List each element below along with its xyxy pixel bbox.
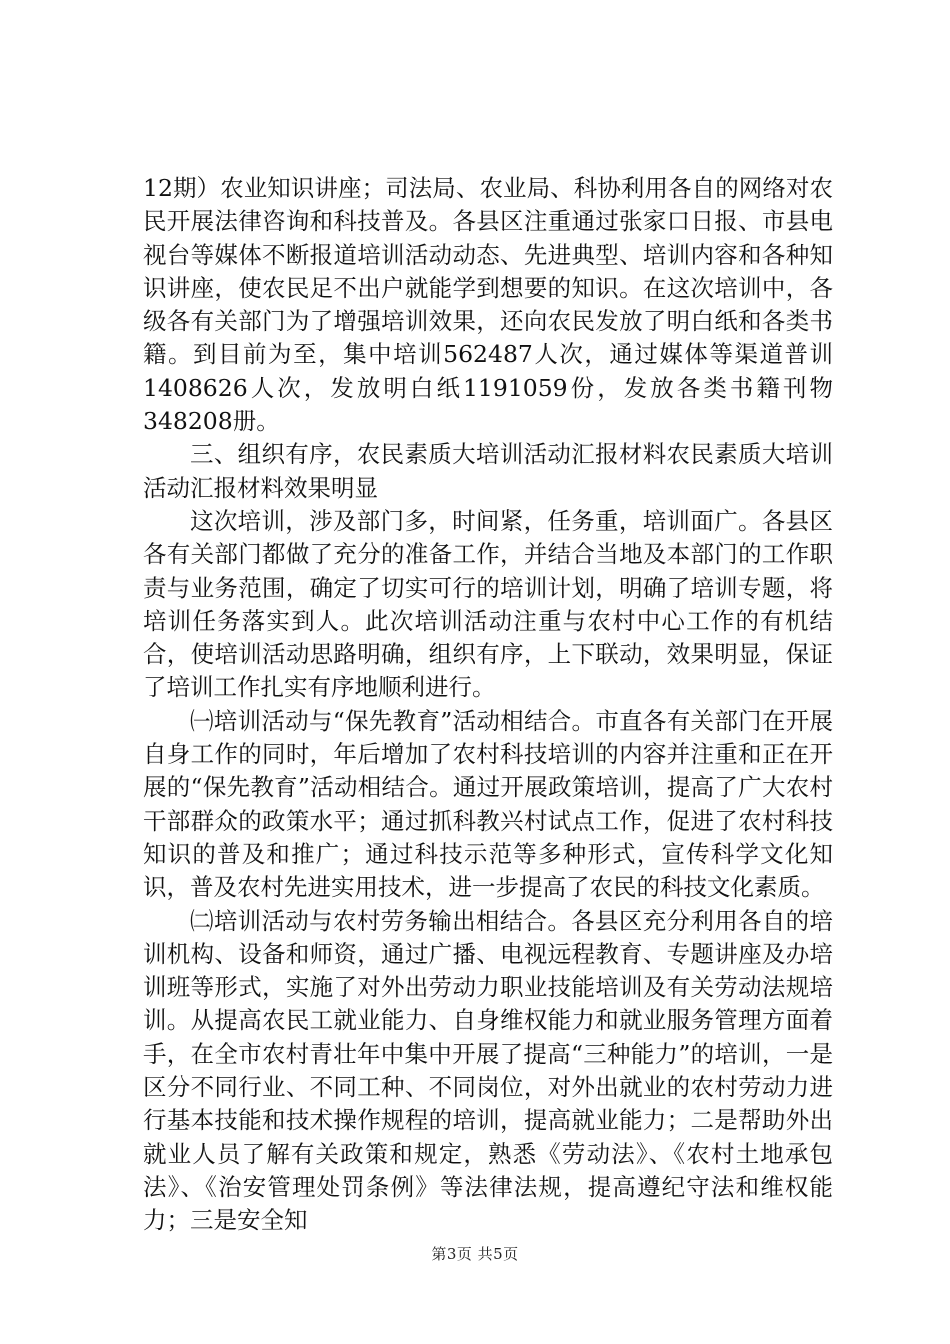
page-number-footer: 第3页 共5页 [431, 1245, 519, 1263]
section-heading: 三、组织有序，农民素质大培训活动汇报材料农民素质大培训活动汇报材料效果明显 [143, 440, 833, 502]
paragraph-continued: 12期）农业知识讲座；司法局、农业局、科协利用各自的网络对农民开展法律咨询和科技普及。各县区注重通过张家口日报、市县电视台等媒体不断报道培训活动动态、先进典型、培训内容和各种知识讲座，使农民足不出户就能学到想要的知识。在这次培训中，各级各有关部门为了增强培训效果，还向农民发放了明白纸和各类书籍。到目前为至，集中培训562487人次，通过媒体等渠道普训1408626人次，发放明白纸1191059份，发放各类书籍刊物348208册。 [143, 174, 833, 436]
document-body [143, 172, 833, 1238]
paragraph: 这次培训，涉及部门多，时间紧，任务重，培训面广。各县区各有关部门都做了充分的准备工作，并结合当地及本部门的工作职责与业务范围，确定了切实可行的培训计划，明确了培训专题，将培训任务落实到人。此次培训活动注重与农村中心工作的有机结合，使培训活动思路明确，组织有序，上下联动，效果明显，保证了培训工作扎实有序地顺利进行。 [143, 506, 833, 702]
paragraph-item-2: ㈡培训活动与农村劳务输出相结合。各县区充分利用各自的培训机构、设备和师资，通过广播、电视远程教育、专题讲座及办培训班等形式，实施了对外出劳动力职业技能培训及有关劳动法规培训。从提高农民工就业能力、自身维权能力和就业服务管理方面着手，在全市农村青壮年中集中开展了提高“三种能力”的培训，一是区分不同行业、不同工种、不同岗位，对外出就业的农村劳动力进行基本技能和技术操作规程的培训，提高就业能力；二是帮助外出就业人员了解有关政策和规定，熟悉《劳动法》、《农村土地承包法》、《治安管理处罚条例》等法律法规，提高遵纪守法和维权能力；三是安全知 [143, 906, 833, 1235]
paragraph-item-1: ㈠培训活动与“保先教育”活动相结合。市直各有关部门在开展自身工作的同时，年后增加了农村科技培训的内容并注重和正在开展的“保先教育”活动相结合。通过开展政策培训，提高了广大农村干部群众的政策水平；通过抓科教兴村试点工作，促进了农村科技知识的普及和推广；通过科技示范等多种形式，宣传科学文化知识，普及农村先进实用技术，进一步提高了农民的科技文化素质。 [143, 706, 833, 902]
